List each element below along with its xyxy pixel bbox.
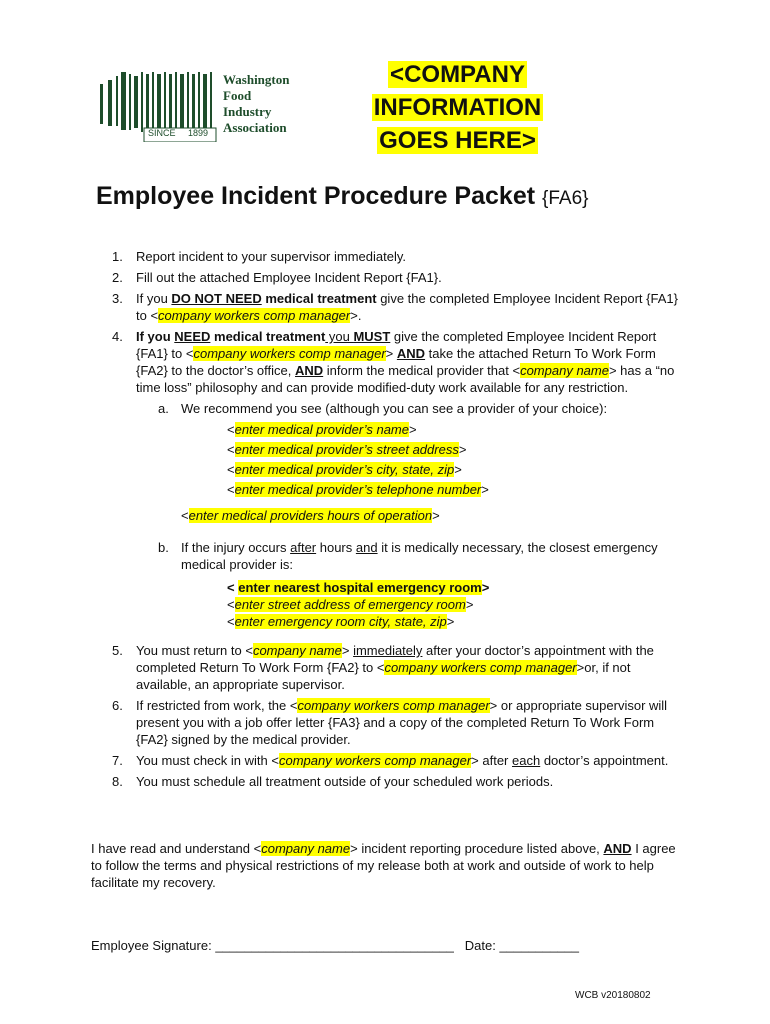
company-line: INFORMATION <box>373 94 542 121</box>
provider-block: <enter medical provider’s name> <enter medical provider’s street address> <enter medical provider’s city, state, zip> <enter medical provider’s telephone number> <box>227 422 489 497</box>
list-item: 5. You must return to <company name> immediately after your doctor’s appointment with the completed Return To Work Form {FA2} to <company workers comp manager>or, if not available, an appropriate supervisor. <box>112 643 654 692</box>
logo-line: Food <box>223 88 252 103</box>
fill-in-field: company name <box>252 643 342 658</box>
signature-row <box>91 938 681 953</box>
list-item: 6. If restricted from work, the <company workers comp manager> or appropriate supervisor will present you with a job offer letter {FA3} and a copy of the completed Return To Work Form {FA2} signed by the medical provider. <box>112 698 668 747</box>
logo-line: Association <box>223 120 287 135</box>
item-text: give the completed Employee Incident Report {FA1} to < <box>136 329 657 361</box>
emphasis: after <box>290 540 317 555</box>
company-line: GOES HERE> <box>379 127 536 154</box>
item-text: > <box>341 643 354 658</box>
date-label: Date: <box>464 938 496 953</box>
emphasis: immediately <box>353 643 423 658</box>
item-text: You must return to < <box>136 643 253 658</box>
item-text: >or, if not available, an appropriate supervisor. <box>136 660 631 692</box>
fill-in-field: enter medical provider’s street address <box>234 442 459 457</box>
fill-in-field: enter medical providers hours of operation <box>188 508 433 523</box>
list-item: 2. Fill out the attached Employee Incident Report {FA1}. <box>112 270 442 285</box>
signature-line[interactable]: _________________________________ <box>215 938 454 953</box>
item-text: you <box>325 329 354 344</box>
item-text: If the injury occurs <box>181 540 291 555</box>
emphasis: AND <box>396 346 426 361</box>
emphasis: medical treatment <box>261 291 377 306</box>
version-footer: WCB v20180802 <box>575 990 651 1001</box>
logo-line: Industry <box>223 104 272 119</box>
fill-in-field: enter nearest hospital emergency room <box>238 580 482 595</box>
procedure-list <box>92 248 682 794</box>
emergency-block: < enter nearest hospital emergency room> <enter street address of emergency room> <enter emergency room city, state, zip> <box>227 580 490 629</box>
item-text: > <box>385 346 397 361</box>
item-text: >. <box>350 308 362 323</box>
item-text: You must check in with < <box>136 753 279 768</box>
item-text: it is medically necessary, the closest emergency medical provider is: <box>181 540 658 572</box>
list-item: 7. You must check in with <company workers comp manager> after each doctor’s appointment. <box>112 753 669 768</box>
emphasis: AND <box>603 841 632 856</box>
wfia-logo <box>98 70 308 142</box>
item-text: take the attached Return To Work Form {FA2} to the doctor’s office, <box>136 346 656 378</box>
item-text: inform the medical provider that < <box>323 363 521 378</box>
emphasis: MUST <box>353 329 391 344</box>
acknowledgement-paragraph <box>91 840 681 891</box>
sub-item-a: a. We recommend you see (although you can see a provider of your choice): <box>158 401 608 416</box>
item-text: after your doctor’s appointment with the completed Return To Work Form {FA2} to < <box>136 643 654 675</box>
emphasis: DO NOT NEED <box>171 291 262 306</box>
date-line[interactable]: ___________ <box>499 938 579 953</box>
fill-in-field: company workers comp manager <box>193 346 386 361</box>
fill-in-field: enter street address of emergency room <box>234 597 466 612</box>
fill-in-field: company workers comp manager <box>158 308 351 323</box>
signature-label: Employee Signature: <box>91 938 212 953</box>
emphasis: If you <box>136 329 175 344</box>
ack-text: > incident reporting procedure listed above, <box>350 841 604 856</box>
list-item: 1. Report incident to your supervisor immediately. <box>112 249 406 264</box>
emphasis: each <box>512 753 541 768</box>
ack-text: I agree to follow the terms and physical restrictions of my release both at work and outside of work to help facilitate my recovery. <box>91 841 676 890</box>
logo-since: SINCE <box>148 128 176 138</box>
fill-in-field: enter medical provider’s city, state, zip <box>234 462 455 477</box>
list-item: 8. You must schedule all treatment outside of your scheduled work periods. <box>112 774 554 789</box>
logo-year: 1899 <box>188 128 209 138</box>
emphasis: medical treatment <box>210 329 326 344</box>
logo-wordmark <box>223 72 289 136</box>
item-text: hours <box>316 540 356 555</box>
fill-in-field: company name <box>520 363 609 378</box>
item-text: We recommend you see (although you can see a provider of your choice): <box>181 401 608 416</box>
emphasis: AND <box>295 363 324 378</box>
page-title <box>96 182 589 211</box>
item-text: > after <box>471 753 512 768</box>
item-text: give the completed Employee Incident Report {FA1} to < <box>136 291 678 323</box>
provider-hours: <enter medical providers hours of operation> <box>181 508 440 523</box>
logo-line: Washington <box>223 72 290 87</box>
fill-in-field: company name <box>261 841 351 856</box>
item-text: doctor’s appointment. <box>540 753 669 768</box>
company-info-placeholder <box>355 58 560 157</box>
fill-in-field: company workers comp manager <box>278 753 472 768</box>
fill-in-field: enter emergency room city, state, zip <box>234 614 447 629</box>
sub-item-b: b. If the injury occurs after hours and it is medically necessary, the closest emergency medical provider is: <box>158 540 658 572</box>
fill-in-field: company workers comp manager <box>297 698 490 713</box>
item-text: Fill out the attached Employee Incident Report {FA1}. <box>136 270 442 285</box>
company-line: <COMPANY <box>390 61 525 88</box>
item-text: You must schedule all treatment outside of your scheduled work periods. <box>136 774 554 789</box>
item-text: > or appropriate supervisor will present you with a job offer letter {FA3} and a copy of the completed Return To Work Form {FA2} signed by the medical provider. <box>136 698 668 747</box>
ack-text: I have read and understand < <box>91 841 262 856</box>
fill-in-field: enter medical provider’s name <box>234 422 409 437</box>
list-item: 4. If you NEED medical treatment you MUST give the completed Employee Incident Report {FA1} to <company workers comp manager> AND take the attached Return To Work Form {FA2} to the doctor’s office, AND inform the medical provider that <company name> has a “no time loss” philosophy and can provide modified-duty work available for any restriction. <box>112 329 675 395</box>
fill-in-field: company workers comp manager <box>384 660 577 675</box>
item-text: If you <box>136 291 172 306</box>
fill-in-field: enter medical provider’s telephone number <box>234 482 482 497</box>
list-item: 3. If you DO NOT NEED medical treatment give the completed Employee Incident Report {FA1} to <company workers comp manager>. <box>112 291 678 323</box>
item-text: Report incident to your supervisor immediately. <box>136 249 406 264</box>
emphasis: NEED <box>174 329 211 344</box>
item-text: > has a “no time loss” philosophy and can provide modified-duty work available for any restriction. <box>136 363 675 395</box>
item-text: If restricted from work, the < <box>136 698 298 713</box>
emphasis: and <box>355 540 378 555</box>
form-code: {FA6} <box>542 188 589 209</box>
title-text: Employee Incident Procedure Packet <box>96 182 536 210</box>
